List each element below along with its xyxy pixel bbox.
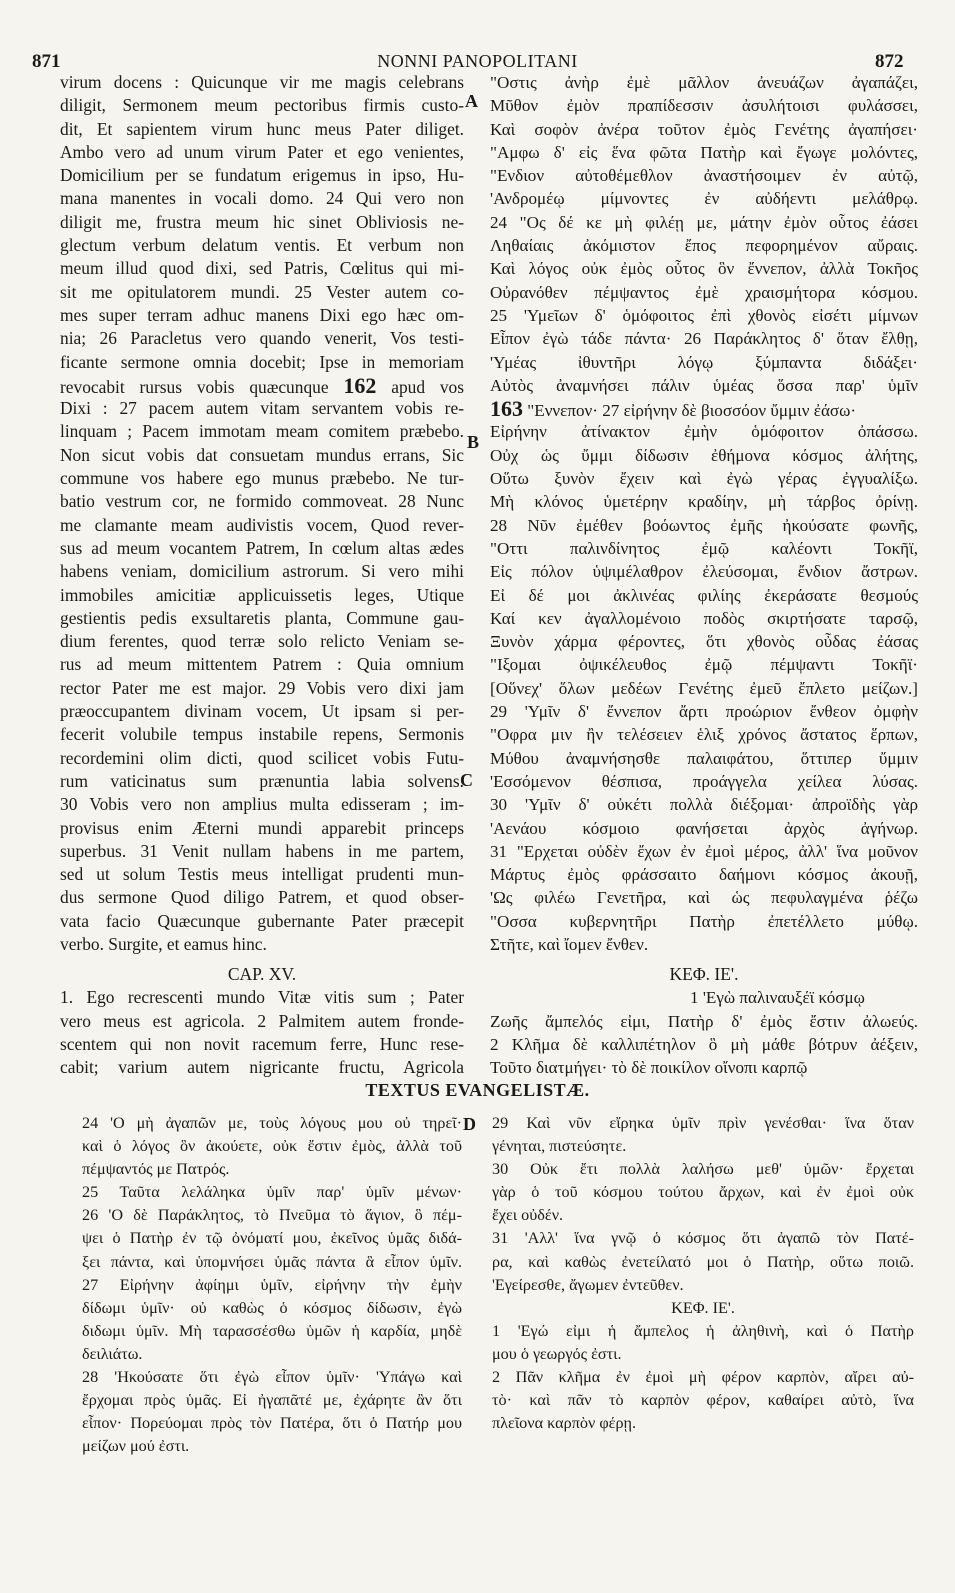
text-line: Dixi : 27 pacem autem vitam servantem vobis re- [60,398,464,419]
text-line: Μάρτυς ἐμὸς φράσσαιτο δαήμονι κόσμος ἀκουῇ, [490,865,918,885]
text-line: rus ad meum mittentem Patrem : Quia omnium [60,654,464,675]
text-line: dit, Et sapientem virum hunc meus Pater diliget. [60,118,464,139]
text-line: dium ferentes, quod terræ solo relicto Veniam se- [60,631,464,652]
text-line: 28 'Ηκούσατε ὅτι ἐγὼ εἶπον ὑμῖν· 'Υπάγω καὶ [82,1368,462,1387]
text-line: εἶπον· Πορεύομαι πρὸς τὸν Πατέρα, ὅτι ὁ Πατήρ μου [82,1414,462,1433]
text-line: Καὶ λόγος οὐκ ἐμὸς οὗτος ὃν ἔννεπον, ἀλλὰ Τοκῆος [490,259,918,279]
column-number-162: 162 [343,373,377,398]
text-line: glectum verbum delatum ventis. Et verbum non [60,235,464,256]
text-line: διδωμι ὑμῖν. Μὴ ταρασσέσθω ὑμῶν ἡ καρδία, μηδὲ [82,1321,462,1340]
text-line: mes super terram adhuc manens Dixi ego hæc om- [60,304,464,325]
evangel-right-block [492,1112,914,1297]
text-line: sus ad meum vocantem Patrem, In cœlum altas ædes [60,537,464,558]
text-line: virum docens : Quicunque vir me magis celebrans [60,72,464,92]
text-line: Domicilium per se fundatum erigemus in ipso, Hu- [60,165,464,186]
text-line: 1 'Εγώ εἰμι ἡ ἄμπελος ἡ ἀληθινὴ, καὶ ὁ Πατὴρ [492,1321,914,1340]
text-line: "Οστις ἀνὴρ ἐμὲ μᾶλλον ἀνευάζων ἀγαπάζει, [490,73,918,92]
margin-marker-d: D [463,1114,476,1134]
latin-block-3 [60,986,464,1079]
text-line: 'Υμέας ἰθυντῆρι λόγῳ ξύμπαντα διδάξει· [490,352,918,372]
text-line: 26 'Ο δὲ Παράκλητος, τὸ Πνεῦμα τὸ ἅγιον, ὃ πέμ- [82,1206,462,1225]
page-number-left: 871 [32,51,61,72]
text-line: ἔχει οὐδέν. [492,1206,564,1225]
text-line: 'Ανδρομέῳ μίμνοντες ἐν αὐδήεντι μελάθρῳ. [490,189,918,209]
text-line: γὰρ ὁ τοῦ κόσμου τούτου ἄρχων, καὶ ἐν ἐμοὶ οὐκ [492,1183,914,1202]
section-heading: TEXTUS EVANGELISTÆ. [365,1080,590,1100]
evangel-right-block-2 [492,1320,914,1435]
text-line: Μύθου ἀναμνήσησθε παλαιφάτου, ὅττιπερ ὔμμιν [490,748,918,768]
text-line: linquam ; Pacem immotam meam comitem præbebo. [60,421,464,442]
text-line: nia; 26 Paracletus vero quando venerit, Vos testi- [60,328,464,349]
text-line: scentem qui non novit racemum ferre, Hunc rese- [60,1033,464,1054]
text-line: 28 Νῦν ἐμέθεν βοόωντος ἐμῆς ἠκούσατε φωνῆς, [490,515,918,535]
text-line: 'Ως φιλέω Γενετῆρα, καὶ ὡς πεφυλαγμένα ῥέζω [490,888,918,908]
page-header [0,0,955,72]
latin-block-1 [60,71,464,374]
text-line: δειλιάτω. [82,1344,143,1363]
latin-chapter-heading: CAP. XV. [227,964,297,985]
text-line: 25 Ταῦτα λελάληκα ὑμῖν παρ' ὑμῖν μένων· [82,1183,462,1202]
evangel-right-column [492,1112,914,1435]
text-line: 30 Οὐκ ἔτι πολλὰ λαλήσω μεθ' ὑμῶν· ἔρχεται [492,1160,914,1179]
greek-chapter-heading: ΚΕΦ. ΙΕ'. [669,964,739,985]
text-line: Ζωῆς ἄμπελός εἰμι, Πατὴρ δ' ἐμὸς ἔστιν ἀλωεύς. [490,1011,918,1031]
text-line: μου ὁ γεωργός ἐστι. [492,1344,622,1363]
text-line: 27 Εἰρήνην ἀφίημι ὑμῖν, εἰρήνην τὴν ἐμὴν [82,1275,462,1294]
text-line: Εἰρήνην ἀτίνακτον ἐμὴν ὁμόφοιτον ὀπάσσω. [490,422,918,442]
greek-block-3 [490,986,918,1079]
text-line: [Οὕνεχ' ὅλων μεδέων Γενέτης ἐμεῦ ἔπλετο μείζων.] [490,678,918,698]
text-line: 'Αενάου κόσμοιο φανήσεται ἀρχὸς ἀγήνωρ. [490,818,918,838]
text-line: dus sermone Quod diligo Patrem, et quod obser- [60,887,464,908]
text-line: "Οσσα κυβερνητῆρι Πατὴρ ἐπετέλλετο μύθῳ. [490,911,918,931]
text-line: vata facio Quæcunque gubernante Pater præcepit [60,910,464,931]
text-line: 2 Κλῆμα δὲ καλλιπέτηλον ὃ μὴ μάθε βότρυν ἀέξειν, [490,1034,918,1054]
text-line: sed ut solum Testis meus intelligat prudenti mun- [60,864,464,885]
text-line: recordemini olim dicti, quod scilicet vobis Futu- [60,747,464,768]
text-line: Οὕτω ξυνὸν ἔχειν καὶ ἐγὼ γέρας ἐγγυαλίξω. [490,469,918,489]
text-line: 31 'Αλλ' ἵνα γνῷ ὁ κόσμος ὅτι ἀγαπῶ τὸν Πατέ- [492,1229,914,1248]
text-line: ψει ὁ Πατὴρ ἐν τῷ ὀνόματί μου, ἐκεῖνος ὑμᾶς διδά- [82,1229,462,1248]
text-line: Ξυνὸν χάρμα φέροντες, ὅτι χθονὸς οὖδας ἐάσας [490,632,918,652]
text-line: 30 Vobis vero non amplius multa edisseram ; im- [60,794,464,815]
text-line: Non sicut vobis dat consuetam mundus errans, Sic [60,444,464,465]
text-line: Καὶ σοφὸν ἀνέρα τοῦτον ἐμὸς Γενέτης ἀγαπήσει· [490,119,918,139]
text-line: Καί κεν ἀγαλλομένοιο ποδὸς σκιρτήσατε ταρσῷ, [490,608,918,628]
text-line: sit me opitulatorem mundi. 25 Vester autem co- [60,281,464,302]
text-line: "Οφρα μιν ἢν τελέσειεν ἑλιξ χρόνος ἄστατος ἕρπων, [490,725,918,745]
text-line: rum vaticinatus sum prænuntia labia solvens. [60,770,464,791]
greek-line-with-column-number: 163 "Εννεπον· 27 εἰρήνην δὲ βιοσσόον ὔμμιν ἐάσω· [490,397,857,421]
evangel-right-chapter-heading: ΚΕΦ. ΙΕ'. [671,1298,735,1317]
text-line: ἔρχομαι πρὸς ὑμᾶς. Εἰ ἠγαπᾶτέ με, ἐχάρητε ἂν ὅτι [82,1391,462,1410]
text-line: diligit me, frustra meum hic sinet Obliviosis ne- [60,211,464,232]
text-line: Ληθαίαις ἀκόμιστον ἔπος πεφορημένον αὔραις. [490,236,918,256]
text-line: δίδωμι ὑμῖν· οὐ καθὼς ὁ κόσμος δίδωσιν, ἐγὼ [82,1298,462,1317]
margin-marker-b: B [467,432,480,452]
text-line: "Ιξομαι ὀψικέλευθος ἐμῷ πέμψαντι Τοκῆϊ· [490,655,918,675]
margin-marker-a: A [465,91,478,111]
text-line: ξει πάντα, καὶ ὑπομνήσει ὑμᾶς πάντα ἃ εἶπον ὑμῖν. [82,1252,462,1271]
latin-line-with-column-number: revocabit rursus vobis quæcunque 162 apud vos [60,373,464,398]
text-line: 29 Καὶ νῦν εἴρηκα ὑμῖν πρὶν γενέσθαι· ἵνα ὅταν [492,1114,914,1132]
text-line: me clamante meam audivistis vocem, Quod rever- [60,514,464,535]
evangel-left-column [82,1112,462,1458]
text-line: diligit, Sermonem meum pectoribus firmis custo- [60,95,464,116]
text-line: Οὐρανόθεν πέμψαντος ἐμὲ χραισμήτορα κόσμου. [490,282,918,302]
text-line: præoccupantem divinam vocem, Ut ipsam si per- [60,701,464,722]
running-title: NONNI PANOPOLITANI [377,51,578,71]
text-line: Τοῦτο διατμήγει· τὸ δὲ ποικίλον οἴνοπι καρπῷ [490,1058,808,1078]
page-number-right: 872 [875,51,904,72]
evangel-left-block [82,1112,462,1458]
greek-column [490,71,918,1079]
latin-column [60,71,464,1079]
text-line: 1 'Εγὼ παλιναυξέϊ κόσμῳ [690,988,865,1008]
text-line: 'Εσσόμενον θέσπισα, προάγγελα χείλεα λύσας. [490,771,918,791]
text-line: Μῦθον ἐμὸν πραπίδεσσιν ἀσυλήτοισι φυλάσσει, [490,96,918,116]
text-line: μείζων μού ἐστι. [82,1437,190,1456]
text-line: superbus. 31 Venit nullam habens in me partem, [60,840,464,861]
text-line: 31 "Ερχεται οὐδὲν ἔχων ἐν ἐμοὶ μέρος, ἀλλ' ἵνα μοῦνον [490,841,918,861]
margin-marker-c: C [460,770,473,790]
text-line: Οὐχ ὡς ὔμμι δίδωσιν ἐθήμονα κόσμος ἀλήτης, [490,445,918,465]
text-line: fecerit volubile tempus instabile repens, Sermonis [60,724,464,745]
text-line: habens veniam, domicilium astrorum. Si vero mihi [60,561,464,582]
column-number-163: 163 [490,397,523,421]
text-line: verbo. Surgite, et eamus hinc. [60,933,267,954]
text-line: πλεῖονα καρπὸν φέρῃ. [492,1414,637,1433]
text-line: καὶ ὁ λόγος ὃν ἀκούετε, οὐκ ἔστιν ἐμὸς, ἀλλὰ τοῦ [82,1137,462,1156]
text-line: 29 'Υμῖν δ' ἔννεπον ἄρτι προώριον ἔνθεον ὀμφὴν [490,702,918,722]
text-line: "Αμφω δ' εἰς ἕνα φῶτα Πατὴρ καὶ ἔγωγε μολόντες, [490,142,918,162]
text-line: 24 'Ο μὴ ἀγαπῶν με, τοὺς λόγους μου οὐ τηρεῖ· [82,1114,462,1132]
greek-block-2 [490,420,918,956]
text-line: batio vestrum cor, ne formido commoveat. 28 Nunc [60,491,464,512]
text-line: Εἰ δέ μοι ἀκλινέας φιλίης ἐκεράσατε θεσμούς [490,585,918,605]
text-line: 25 'Υμεῖων δ' ὁμόφοιτος ἐπὶ χθονὸς εἰσέτι μίμνων [490,305,918,325]
text-line: Εἰς πόλον ὑψιμέλαθρον ἐλεύσομαι, ἔνδιον ἄστρων. [490,562,918,582]
text-line: Ambo vero ad unum virum Pater et ego venientes, [60,141,464,162]
text-line: immobiles amicitiæ applicuissetis leges, Utique [60,584,464,605]
text-line: Στῆτε, καὶ ἴομεν ἔνθεν. [490,934,649,954]
text-line: "Οττι παλινδίνητος ἐμῷ καλέοντι Τοκῆϊ, [490,538,918,558]
greek-block-1 [490,71,918,397]
text-line: ρα, καὶ καθὼς ἐνετείλατό μοι ὁ Πατὴρ, οὕτω ποιῶ. [492,1252,914,1271]
text-line: meum illud quod dixi, sed Patris, Cœlitus qui mi- [60,258,464,279]
text-line: 1. Ego recrescenti mundo Vitæ vitis sum ; Pater [60,987,464,1008]
text-line: 'Εγείρεσθε, ἄγωμεν ἐντεῦθεν. [492,1275,684,1294]
text-line: "Ενδιον αὐτοθέμεθλον ἀναστήσοιμεν ἐν αὐτῷ, [490,166,918,186]
text-line: vero meus est agricola. 2 Palmitem autem fronde- [60,1010,464,1031]
text-line: Μὴ κλόνος ὑμετέρην κραδίην, μὴ τάρβος ὀρίνῃ. [490,492,918,512]
text-line: πέμψαντός με Πατρός. [82,1160,230,1179]
text-line: commune vos habere ego munus præbebo. Ne tur- [60,468,464,489]
text-line: 2 Πᾶν κλῆμα ἐν ἐμοὶ μὴ φέρον καρπὸν, αἴρει αὐ- [492,1368,914,1387]
text-line: τὸ· καὶ πᾶν τὸ καρπὸν φέρον, καθαίρει αὐτὸ, ἵνα [492,1391,914,1410]
text-line: γένηται, πιστεύσητε. [492,1137,627,1156]
text-line: rector Pater me est major. 29 Vobis vero dixi jam [60,677,464,698]
latin-block-2 [60,397,464,956]
text-line: Εἶπον ἐγὼ τάδε πάντα· 26 Παράκλητος δ' ὅταν ἔλθῃ, [490,329,918,349]
text-line: 24 "Ος δέ κε μὴ φιλέῃ με, μάτην ἐμὸν οὗτος ἐάσει [490,212,918,232]
text-line: provisus enim Æterni mundi apparebit princeps [60,817,464,838]
text-line: cabit; varium autem nigricante fructu, Agricola [60,1057,464,1078]
text-line: gestientis pedis exsultaretis planta, Commune gau- [60,607,464,628]
text-line: Αὐτὸς ἀναμνήσει πάλιν ὑμέας ὅσσα παρ' ὑμῖν [490,375,918,395]
text-line: 30 'Υμῖν δ' οὐκέτι πολλὰ διέξομαι· ἀπροϊδὴς γὰρ [490,795,918,815]
text-line: mana manentes in vocali domo. 24 Qui vero non [60,188,464,209]
text-line: ficante sermone omnia docebit; Ipse in memoriam [60,351,464,372]
